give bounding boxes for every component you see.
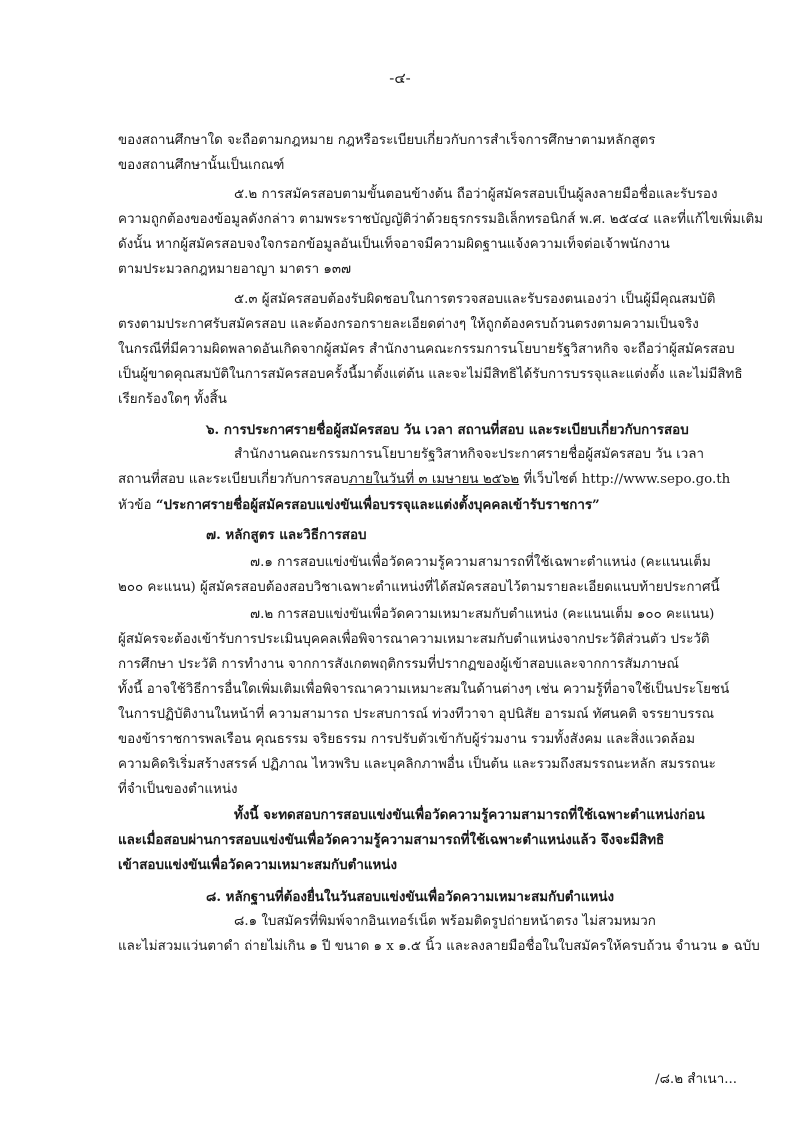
paragraph-line: ตรงตามประกาศรับสมัครสอบ และต้องกรอกรายละเอียดต่างๆ ให้ถูกต้องครบถ้วนตรงตามความเป็นจริง: [118, 317, 699, 332]
text-segment: หัวข้อ: [118, 498, 156, 513]
section-8-heading: ๘. หลักฐานที่ต้องยื่นในวันสอบแข่งขันเพื่อวัดความเหมาะสมกับตำแหน่ง: [206, 889, 615, 905]
paragraph-line: ผู้สมัครจะต้องเข้ารับการประเมินบุคคลเพื่อพิจารณาความเหมาะสมกับตำแหน่งจากประวัติส่วนตัว ประวัติ: [118, 632, 710, 647]
clause-8-1: ๘.๑ ใบสมัครที่พิมพ์จากอินเทอร์เน็ต พร้อมติดรูปถ่ายหน้าตรง ไม่สวมหมวก: [234, 914, 656, 929]
paragraph-line: ของสถานศึกษานั้นเป็นเกณฑ์: [118, 158, 285, 173]
page-number: -๔-: [389, 69, 411, 87]
page-footer: /๘.๒ สำเนา...: [655, 1072, 737, 1087]
paragraph-line: ในการปฏิบัติงานในหน้าที่ ความสามารถ ประสบการณ์ ท่วงทีวาจา อุปนิสัย อารมณ์ ทัศนคติ จรรยาบรรณ: [118, 707, 715, 722]
paragraph-line: [118, 470, 731, 490]
paragraph-line: เป็นผู้ขาดคุณสมบัติในการสมัครสอบครั้งนี้มาตั้งแต่ต้น และจะไม่มีสิทธิได้รับการบรรจุและแต่งตั้ง และไม่มีสิทธิ: [118, 367, 743, 382]
paragraph-line: ที่จำเป็นของตำแหน่ง: [118, 782, 238, 797]
paragraph-line: ตามประมวลกฎหมายอาญา มาตรา ๑๓๗: [118, 262, 352, 277]
announcement-topic: “ประกาศรายชื่อผู้สมัครสอบแข่งขันเพื่อบรรจุและแต่งตั้งบุคคลเข้ารับราชการ”: [155, 497, 600, 513]
section-6-heading: ๖. การประกาศรายชื่อผู้สมัครสอบ วัน เวลา สถานที่สอบ และระเบียบเกี่ยวกับการสอบ: [206, 422, 689, 438]
paragraph-line: ความคิดริเริ่มสร้างสรรค์ ปฏิภาณ ไหวพริบ และบุคลิกภาพอื่น เป็นต้น และรวมถึงสมรรถนะหลัก สมรรถนะ: [118, 757, 716, 772]
announcement-date: ภายในวันที่ ๓ เมษายน ๒๕๖๒: [348, 472, 520, 487]
paragraph-line: ของข้าราชการพลเรือน คุณธรรม จริยธรรม การปรับตัวเข้ากับผู้ร่วมงาน รวมทั้งสังคม และสิ่งแวดล้อม: [118, 732, 696, 747]
bold-note: และเมื่อสอบผ่านการสอบแข่งขันเพื่อวัดความรู้ความสามารถที่ใช้เฉพาะตำแหน่งแล้ว จึงจะมีสิทธิ: [118, 832, 665, 848]
paragraph-line: ทั้งนี้ อาจใช้วิธีการอื่นใดเพิ่มเติมเพื่อพิจารณาความเหมาะสมในด้านต่างๆ เช่น ความรู้ที่อาจใช้เป็นประโยชน์: [118, 682, 730, 697]
bold-note: ทั้งนี้ จะทดสอบการสอบแข่งขันเพื่อวัดความรู้ความสามารถที่ใช้เฉพาะตำแหน่งก่อน: [234, 807, 705, 823]
paragraph-line: การศึกษา ประวัติ การทำงาน จากการสังเกตพฤติกรรมที่ปรากฏของผู้เข้าสอบและจากการสัมภาษณ์: [118, 657, 679, 672]
paragraph-line: สำนักงานคณะกรรมการนโยบายรัฐวิสาหกิจจะประกาศรายชื่อผู้สมัครสอบ วัน เวลา: [234, 447, 704, 462]
paragraph-line: เรียกร้องใดๆ ทั้งสิ้น: [118, 392, 227, 407]
paragraph-line: ของสถานศึกษาใด จะถือตามกฎหมาย กฎหรือระเบียบเกี่ยวกับการสำเร็จการศึกษาตามหลักสูตร: [118, 133, 656, 148]
section-7-heading: ๗. หลักสูตร และวิธีการสอบ: [206, 527, 367, 543]
clause-7-2: ๗.๒ การสอบแข่งขันเพื่อวัดความเหมาะสมกับตำแหน่ง (คะแนนเต็ม ๑๐๐ คะแนน): [250, 607, 715, 622]
paragraph-line: และไม่สวมแว่นตาดำ ถ่ายไม่เกิน ๑ ปี ขนาด ๑ x ๑.๕ นิ้ว และลงลายมือชื่อในใบสมัครให้ครบถ้วน จำนวน ๑ ฉบับ: [118, 939, 760, 954]
paragraph-line: ๒๐๐ คะแนน) ผู้สมัครสอบต้องสอบวิชาเฉพาะตำแหน่งที่ได้สมัครสอบไว้ตามรายละเอียดแนบท้ายประกาศนี้: [118, 580, 720, 595]
paragraph-line: ความถูกต้องของข้อมูลดังกล่าว ตามพระราชบัญญัติว่าด้วยธุรกรรมอิเล็กทรอนิกส์ พ.ศ. ๒๕๔๔ และที่แก้ไขเพิ่มเติม: [118, 212, 764, 227]
website-text: ที่เว็บไซต์ http://www.sepo.go.th: [519, 472, 731, 487]
clause-7-1: ๗.๑ การสอบแข่งขันเพื่อวัดความรู้ความสามารถที่ใช้เฉพาะตำแหน่ง (คะแนนเต็ม: [250, 555, 711, 570]
clause-5-2: ๕.๒ การสมัครสอบตามขั้นตอนข้างต้น ถือว่าผู้สมัครสอบเป็นผู้ลงลายมือชื่อและรับรอง: [234, 187, 718, 202]
paragraph-line: [118, 495, 693, 516]
bold-note: เข้าสอบแข่งขันเพื่อวัดความเหมาะสมกับตำแหน่ง: [118, 857, 397, 873]
clause-5-3: ๕.๓ ผู้สมัครสอบต้องรับผิดชอบในการตรวจสอบและรับรองตนเองว่า เป็นผู้มีคุณสมบัติ: [234, 292, 716, 307]
text-segment: สถานที่สอบ และระเบียบเกี่ยวกับการสอบ: [118, 472, 349, 487]
paragraph-line: ในกรณีที่มีความผิดพลาดอันเกิดจากผู้สมัคร สำนักงานคณะกรรมการนโยบายรัฐวิสาหกิจ จะถือว่าผู้สมัครสอบ: [118, 342, 735, 357]
paragraph-line: ดังนั้น หากผู้สมัครสอบจงใจกรอกข้อมูลอันเป็นเท็จอาจมีความผิดฐานแจ้งความเท็จต่อเจ้าพนักงาน: [118, 237, 670, 252]
